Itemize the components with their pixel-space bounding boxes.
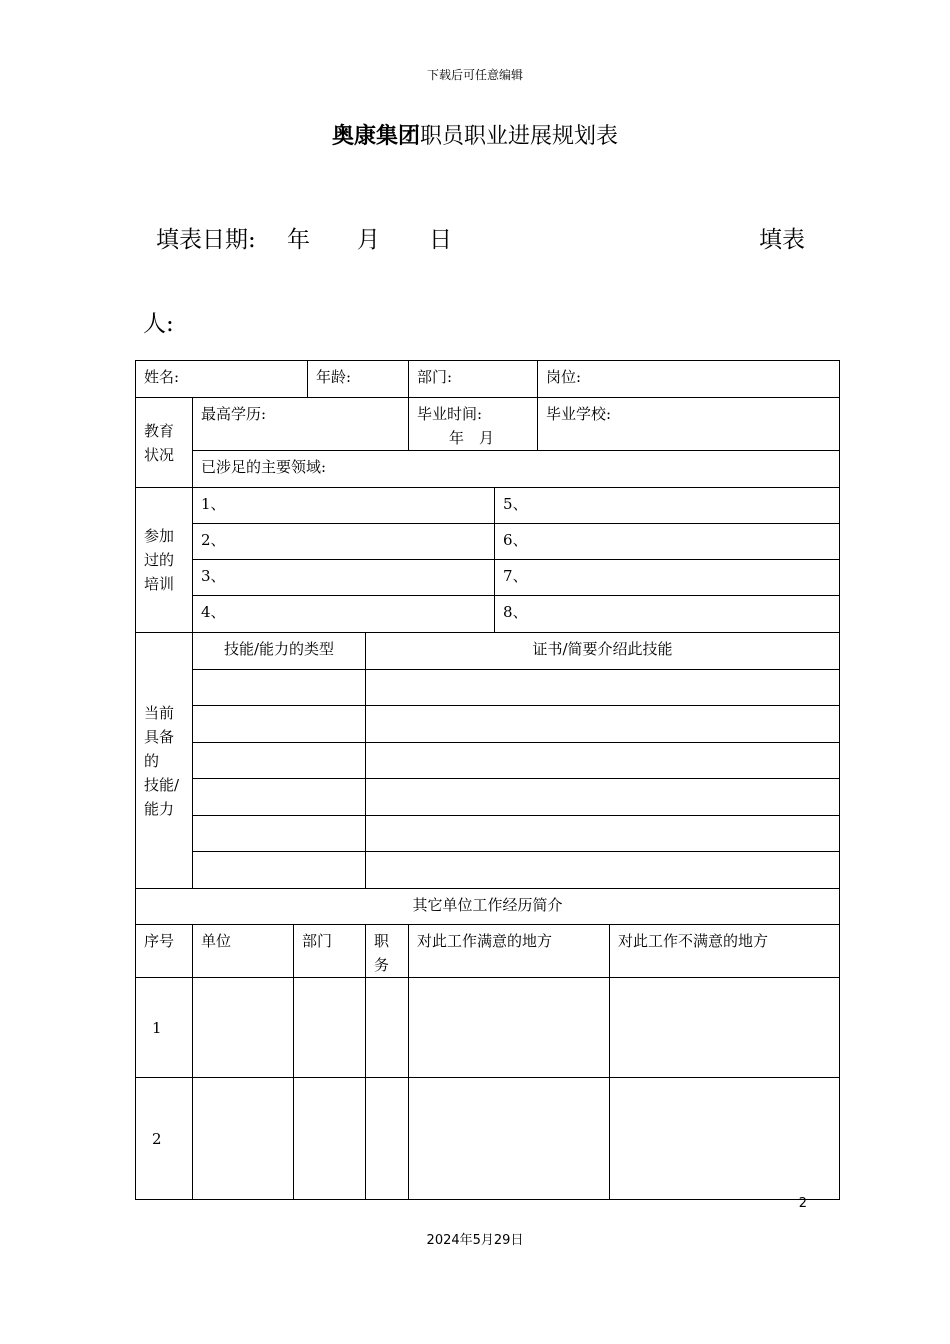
history-dept-cell[interactable]: [294, 1078, 366, 1200]
dept-field[interactable]: 部门:: [409, 361, 538, 398]
school-field[interactable]: 毕业学校:: [538, 398, 840, 451]
skill-type-cell[interactable]: [193, 670, 366, 706]
history-header-satisfied: 对此工作满意的地方: [409, 925, 610, 978]
skills-label-line5: 能力: [144, 799, 175, 818]
history-row-index: 1: [136, 978, 193, 1078]
history-company-cell[interactable]: [193, 1078, 294, 1200]
history-unsatisfied-cell[interactable]: [610, 1078, 840, 1200]
training-item[interactable]: 6、: [495, 524, 840, 560]
page-number: 2: [798, 1196, 807, 1211]
training-item[interactable]: 4、: [193, 596, 495, 633]
skill-type-cell[interactable]: [193, 706, 366, 743]
history-header-dept: 部门: [294, 925, 366, 978]
skills-label-line3: 的: [144, 751, 160, 770]
skill-cert-cell[interactable]: [366, 852, 840, 889]
grad-time-label: 毕业时间:: [417, 405, 483, 423]
page-title: [0, 119, 950, 150]
training-label-line2: 过的: [144, 551, 175, 569]
footer-date: 2024年5月29日: [426, 1233, 524, 1248]
education-label-line1: 教育: [144, 421, 175, 440]
filler-label: 填表: [759, 227, 805, 253]
training-label: [136, 488, 193, 633]
history-row: [136, 1078, 840, 1200]
skills-label-line4: 技能/: [144, 775, 180, 794]
history-company-cell[interactable]: [193, 978, 294, 1078]
fields-field[interactable]: 已涉足的主要领域:: [193, 451, 840, 488]
training-item[interactable]: 7、: [495, 560, 840, 596]
skill-type-cell[interactable]: [193, 779, 366, 816]
fill-date-year: 年: [287, 227, 310, 253]
history-title: 其它单位工作经历简介: [136, 889, 840, 925]
training-item[interactable]: 5、: [495, 488, 840, 524]
training-label-line1: 参加: [144, 527, 175, 545]
skill-cert-cell[interactable]: [366, 706, 840, 743]
training-item[interactable]: 3、: [193, 560, 495, 596]
history-header-position: 职务: [366, 925, 409, 978]
header-note: 下载后可任意编辑: [426, 68, 523, 82]
fill-date-label: 填表日期:: [156, 227, 256, 253]
age-field[interactable]: 年龄:: [308, 361, 409, 398]
career-plan-form: [135, 360, 840, 1200]
skill-cert-cell[interactable]: [366, 816, 840, 852]
skill-cert-cell[interactable]: [366, 670, 840, 706]
history-position-cell[interactable]: [366, 1078, 409, 1200]
history-header-company: 单位: [193, 925, 294, 978]
skills-label: [136, 633, 193, 889]
degree-field[interactable]: 最高学历:: [193, 398, 409, 451]
post-field[interactable]: 岗位:: [538, 361, 840, 398]
skill-cert-cell[interactable]: [366, 779, 840, 816]
skill-type-cell[interactable]: [193, 743, 366, 779]
training-label-line3: 培训: [144, 575, 175, 593]
grad-time-field[interactable]: [409, 398, 538, 451]
history-row: [136, 978, 840, 1078]
training-item[interactable]: 8、: [495, 596, 840, 633]
filler-label-cont: 人:: [143, 311, 174, 337]
grad-time-ym: 年 月: [449, 429, 495, 447]
history-dept-cell[interactable]: [294, 978, 366, 1078]
history-row-index: 2: [136, 1078, 193, 1200]
skill-type-cell[interactable]: [193, 852, 366, 889]
history-header-index: 序号: [136, 925, 193, 978]
education-label: [136, 398, 193, 488]
training-item[interactable]: 2、: [193, 524, 495, 560]
fill-date-month: 月: [357, 227, 380, 253]
history-unsatisfied-cell[interactable]: [610, 978, 840, 1078]
name-field[interactable]: 姓名:: [136, 361, 308, 398]
education-label-line2: 状况: [144, 445, 175, 464]
history-position-cell[interactable]: [366, 978, 409, 1078]
skill-type-header: 技能/能力的类型: [193, 633, 366, 670]
skill-cert-header: 证书/简要介绍此技能: [366, 633, 840, 670]
training-item[interactable]: 1、: [193, 488, 495, 524]
skill-cert-cell[interactable]: [366, 743, 840, 779]
skills-label-line2: 具备: [144, 727, 175, 746]
history-satisfied-cell[interactable]: [409, 978, 610, 1078]
history-satisfied-cell[interactable]: [409, 1078, 610, 1200]
title-text: 职员职业进展规划表: [420, 124, 619, 149]
history-header-unsatisfied: 对此工作不满意的地方: [610, 925, 840, 978]
skill-type-cell[interactable]: [193, 816, 366, 852]
fill-date-day: 日: [429, 227, 452, 253]
skills-label-line1: 当前: [144, 703, 175, 722]
company-name: 奥康集团: [331, 124, 420, 149]
